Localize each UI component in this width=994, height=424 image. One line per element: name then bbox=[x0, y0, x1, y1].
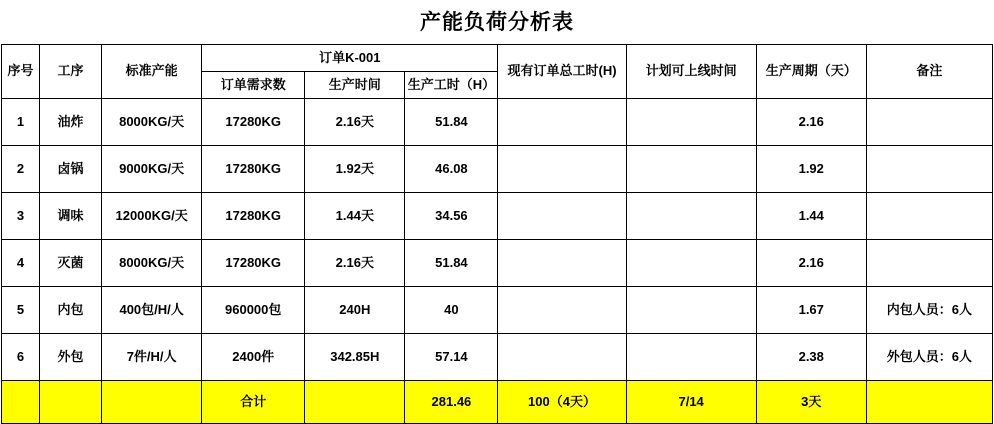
cell-production-hours: 46.08 bbox=[405, 146, 498, 193]
cell-remark bbox=[866, 240, 992, 287]
cell-planned-online bbox=[626, 287, 756, 334]
table-header bbox=[2, 45, 993, 99]
table-body bbox=[2, 99, 993, 424]
cell-remark: 内包人员：6人 bbox=[866, 287, 992, 334]
cell-production-time: 240H bbox=[305, 287, 405, 334]
cell-production-time: 1.92天 bbox=[305, 146, 405, 193]
cell-production-hours: 34.56 bbox=[405, 193, 498, 240]
cell-remark: 外包人员：6人 bbox=[866, 334, 992, 381]
cell-production-time: 2.16天 bbox=[305, 240, 405, 287]
header-process: 工序 bbox=[40, 45, 102, 99]
cell-cycle: 2.16 bbox=[756, 240, 866, 287]
cell-production-time: 1.44天 bbox=[305, 193, 405, 240]
cell-existing-hours bbox=[498, 240, 626, 287]
cell-planned-online bbox=[626, 146, 756, 193]
cell-remark bbox=[866, 146, 992, 193]
cell-std-capacity: 9000KG/天 bbox=[102, 146, 202, 193]
table-row bbox=[2, 287, 993, 334]
cell-production-time: 342.85H bbox=[305, 334, 405, 381]
table-row bbox=[2, 193, 993, 240]
cell-existing-hours bbox=[498, 334, 626, 381]
cell-std-capacity: 12000KG/天 bbox=[102, 193, 202, 240]
table-row bbox=[2, 240, 993, 287]
header-production-time: 生产时间 bbox=[305, 72, 405, 99]
cell-existing-hours bbox=[498, 287, 626, 334]
cell-seq: 3 bbox=[2, 193, 40, 240]
total-cell-std-capacity bbox=[102, 381, 202, 424]
cell-seq: 4 bbox=[2, 240, 40, 287]
cell-existing-hours bbox=[498, 193, 626, 240]
total-cell-process bbox=[40, 381, 102, 424]
total-cell-existing-hours: 100（4天） bbox=[498, 381, 626, 424]
page-title: 产能负荷分析表 bbox=[420, 10, 574, 34]
total-cell-production-hours: 281.46 bbox=[405, 381, 498, 424]
cell-order-demand: 17280KG bbox=[202, 99, 305, 146]
header-seq: 序号 bbox=[2, 45, 40, 99]
header-planned-online: 计划可上线时间 bbox=[626, 45, 756, 99]
cell-order-demand: 17280KG bbox=[202, 240, 305, 287]
table-row bbox=[2, 146, 993, 193]
cell-process: 卤锅 bbox=[40, 146, 102, 193]
total-cell-planned-online: 7/14 bbox=[626, 381, 756, 424]
cell-seq: 1 bbox=[2, 99, 40, 146]
total-cell-production-time bbox=[305, 381, 405, 424]
cell-production-hours: 51.84 bbox=[405, 99, 498, 146]
header-existing-hours: 现有订单总工时(H) bbox=[498, 45, 626, 99]
cell-std-capacity: 8000KG/天 bbox=[102, 99, 202, 146]
capacity-load-table bbox=[1, 44, 993, 424]
table-row bbox=[2, 99, 993, 146]
cell-cycle: 2.16 bbox=[756, 99, 866, 146]
cell-order-demand: 17280KG bbox=[202, 193, 305, 240]
cell-cycle: 2.38 bbox=[756, 334, 866, 381]
cell-production-hours: 40 bbox=[405, 287, 498, 334]
cell-process: 外包 bbox=[40, 334, 102, 381]
header-row-top bbox=[2, 45, 993, 72]
cell-std-capacity: 400包/H/人 bbox=[102, 287, 202, 334]
cell-seq: 2 bbox=[2, 146, 40, 193]
cell-cycle: 1.44 bbox=[756, 193, 866, 240]
cell-existing-hours bbox=[498, 99, 626, 146]
total-cell-remark bbox=[866, 381, 992, 424]
cell-planned-online bbox=[626, 99, 756, 146]
table-row bbox=[2, 334, 993, 381]
total-label: 合计 bbox=[202, 381, 305, 424]
cell-planned-online bbox=[626, 334, 756, 381]
total-cell-cycle: 3天 bbox=[756, 381, 866, 424]
cell-process: 调味 bbox=[40, 193, 102, 240]
cell-production-hours: 51.84 bbox=[405, 240, 498, 287]
cell-seq: 6 bbox=[2, 334, 40, 381]
header-remark: 备注 bbox=[866, 45, 992, 99]
cell-order-demand: 960000包 bbox=[202, 287, 305, 334]
cell-cycle: 1.67 bbox=[756, 287, 866, 334]
header-production-hours: 生产工时（H） bbox=[405, 72, 498, 99]
table-total-row bbox=[2, 381, 993, 424]
cell-remark bbox=[866, 99, 992, 146]
cell-planned-online bbox=[626, 193, 756, 240]
cell-std-capacity: 8000KG/天 bbox=[102, 240, 202, 287]
header-std-capacity: 标准产能 bbox=[102, 45, 202, 99]
cell-planned-online bbox=[626, 240, 756, 287]
cell-order-demand: 17280KG bbox=[202, 146, 305, 193]
cell-remark bbox=[866, 193, 992, 240]
cell-process: 油炸 bbox=[40, 99, 102, 146]
cell-std-capacity: 7件/H/人 bbox=[102, 334, 202, 381]
cell-seq: 5 bbox=[2, 287, 40, 334]
cell-existing-hours bbox=[498, 146, 626, 193]
cell-process: 灭菌 bbox=[40, 240, 102, 287]
cell-production-time: 2.16天 bbox=[305, 99, 405, 146]
header-order-demand: 订单需求数 bbox=[202, 72, 305, 99]
header-order-group: 订单K-001 bbox=[202, 45, 498, 72]
total-cell-seq bbox=[2, 381, 40, 424]
cell-production-hours: 57.14 bbox=[405, 334, 498, 381]
cell-order-demand: 2400件 bbox=[202, 334, 305, 381]
header-cycle: 生产周期（天） bbox=[756, 45, 866, 99]
cell-cycle: 1.92 bbox=[756, 146, 866, 193]
cell-process: 内包 bbox=[40, 287, 102, 334]
